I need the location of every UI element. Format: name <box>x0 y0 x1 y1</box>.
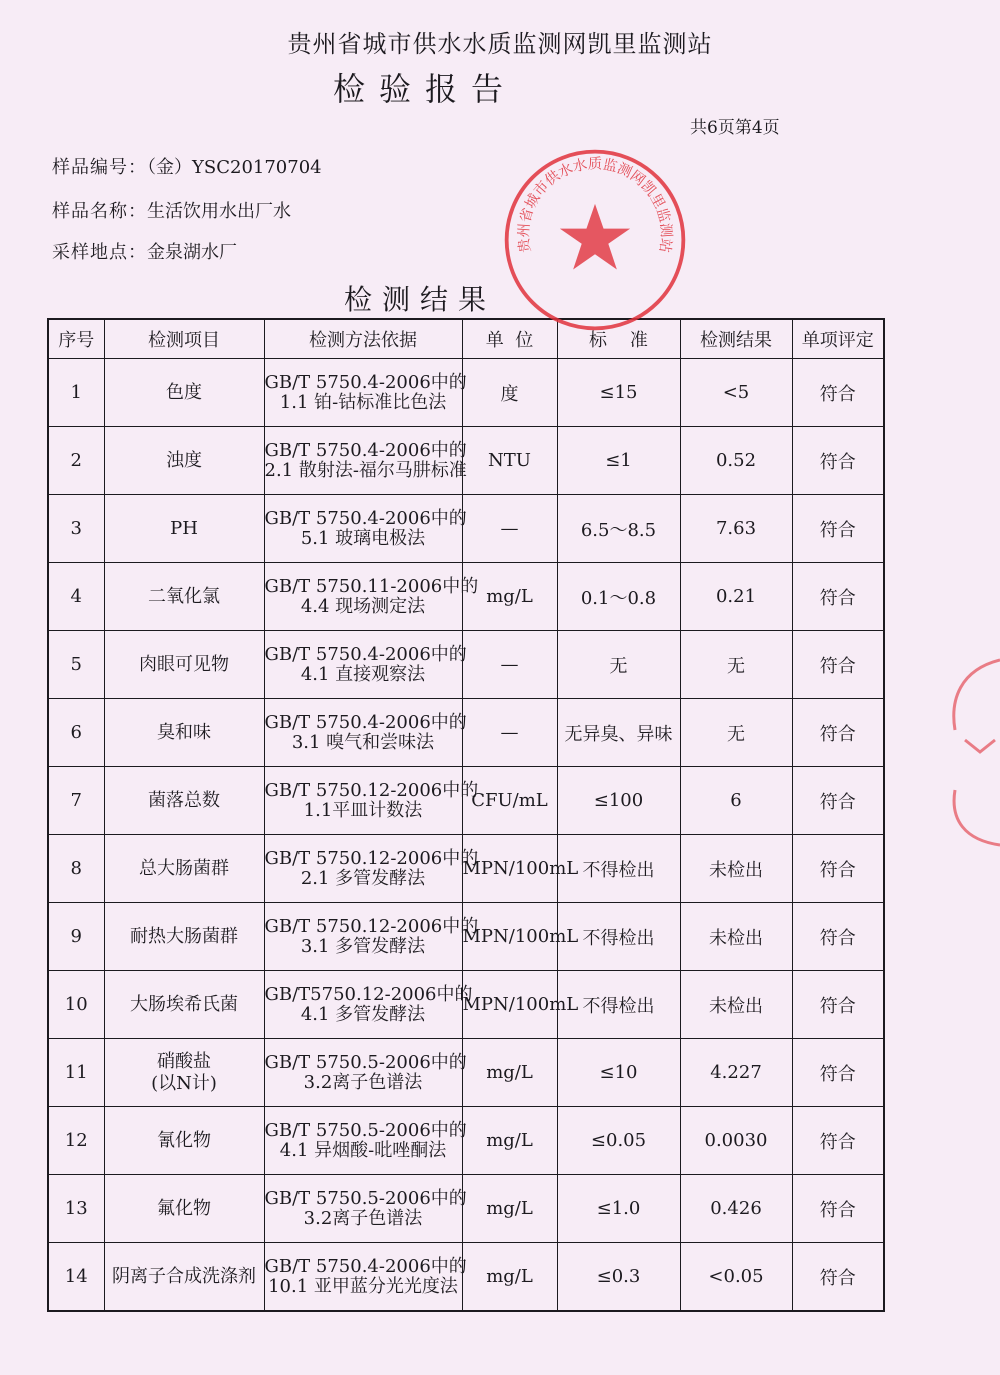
row-number: 12 <box>48 1107 104 1175</box>
row-eval: 符合 <box>792 359 884 427</box>
row-eval: 符合 <box>792 427 884 495</box>
row-method <box>264 767 479 835</box>
row-item <box>104 563 264 631</box>
row-method <box>264 835 479 903</box>
row-result: 7.63 <box>680 495 792 563</box>
row-unit: CFU/mL <box>462 767 557 835</box>
table-row <box>48 631 884 699</box>
row-result: 无 <box>680 699 792 767</box>
row-method <box>264 1175 467 1243</box>
table-row <box>48 835 884 903</box>
row-unit: NTU <box>462 427 557 495</box>
row-standard: ≤10 <box>557 1039 680 1107</box>
method-line: 2.1 散射法-福尔马肼标准 <box>264 459 467 481</box>
row-result: <5 <box>680 359 792 427</box>
row-standard: 不得检出 <box>557 835 680 903</box>
method-line: GB/T 5750.4-2006中的 <box>264 507 467 529</box>
header-standard: 标 准 <box>557 319 680 359</box>
sample-name-line <box>52 197 291 223</box>
row-standard: 无异臭、异味 <box>557 699 680 767</box>
row-item <box>104 631 264 699</box>
item-line: 浊度 <box>166 449 202 471</box>
table-row <box>48 767 884 835</box>
table-header-row <box>48 319 884 359</box>
row-number: 11 <box>48 1039 104 1107</box>
item-line: 氟化物 <box>157 1197 211 1219</box>
row-result: 0.426 <box>680 1175 792 1243</box>
row-result: 未检出 <box>680 971 792 1039</box>
item-line: 二氧化氯 <box>148 585 220 607</box>
method-line: 10.1 亚甲蓝分光光度法 <box>268 1275 458 1297</box>
row-result: 6 <box>680 767 792 835</box>
table-row <box>48 427 884 495</box>
row-number: 10 <box>48 971 104 1039</box>
organization-name: 贵州省城市供水水质监测网凯里监测站 <box>287 30 713 58</box>
method-line: 3.1 嗅气和尝味法 <box>291 731 435 753</box>
row-result: 0.21 <box>680 563 792 631</box>
header-no: 序号 <box>48 319 104 359</box>
row-method <box>264 971 473 1039</box>
sample-id-label: 样品编号： <box>52 157 147 178</box>
method-line: GB/T 5750.5-2006中的 <box>264 1119 467 1141</box>
row-method <box>264 699 467 767</box>
row-standard: 6.5～8.5 <box>557 495 680 563</box>
table-row <box>48 563 884 631</box>
row-standard: ≤1.0 <box>557 1175 680 1243</box>
row-number: 4 <box>48 563 104 631</box>
row-unit: mg/L <box>462 1243 557 1312</box>
results-table <box>47 318 885 1312</box>
row-number: 8 <box>48 835 104 903</box>
method-line: 4.4 现场测定法 <box>300 595 426 617</box>
method-line: GB/T 5750.4-2006中的 <box>264 439 467 461</box>
method-line: GB/T 5750.12-2006中的 <box>264 779 479 801</box>
method-line: 3.1 多管发酵法 <box>300 935 426 957</box>
row-standard: 0.1～0.8 <box>557 563 680 631</box>
row-eval: 符合 <box>792 495 884 563</box>
row-result: <0.05 <box>680 1243 792 1312</box>
row-standard: 不得检出 <box>557 903 680 971</box>
header-method: 检测方法依据 <box>264 319 462 359</box>
method-line: GB/T 5750.11-2006中的 <box>264 575 479 597</box>
results-body <box>48 359 884 1312</box>
sample-site-label: 采样地点： <box>52 242 147 263</box>
table-row <box>48 971 884 1039</box>
table-row <box>48 903 884 971</box>
row-eval: 符合 <box>792 1107 884 1175</box>
method-line: 3.2离子色谱法 <box>303 1071 423 1093</box>
seal-star-icon <box>560 204 630 270</box>
item-line: PH <box>170 517 198 539</box>
row-unit: MPN/100mL <box>462 971 557 1039</box>
row-eval: 符合 <box>792 1243 884 1312</box>
row-method <box>264 359 467 427</box>
row-result: 0.0030 <box>680 1107 792 1175</box>
row-method <box>264 1243 467 1312</box>
item-line: 总大肠菌群 <box>139 857 229 879</box>
table-row <box>48 359 884 427</box>
row-eval: 符合 <box>792 767 884 835</box>
row-unit: mg/L <box>462 1039 557 1107</box>
page-number: 共6页第4页 <box>690 118 780 138</box>
table-row <box>48 1107 884 1175</box>
row-item <box>104 495 264 563</box>
item-line: 肉眼可见物 <box>139 653 229 675</box>
item-line: 臭和味 <box>157 721 211 743</box>
item-line: 耐热大肠菌群 <box>130 925 238 947</box>
row-number: 7 <box>48 767 104 835</box>
row-item <box>104 1039 264 1107</box>
method-line: 4.1 直接观察法 <box>300 663 426 685</box>
row-standard: ≤0.05 <box>557 1107 680 1175</box>
row-eval: 符合 <box>792 1175 884 1243</box>
method-line: 4.1 异烟酸-吡唑酮法 <box>279 1139 447 1161</box>
row-result: 0.52 <box>680 427 792 495</box>
row-unit: mg/L <box>462 1175 557 1243</box>
table-row <box>48 1039 884 1107</box>
method-line: GB/T 5750.4-2006中的 <box>264 1255 467 1277</box>
method-line: 3.2离子色谱法 <box>303 1207 423 1229</box>
sample-site-line <box>52 238 237 264</box>
stamp-text: 贵州省城市供水水质监测网凯里监测站 <box>516 156 674 254</box>
row-item <box>104 1243 264 1312</box>
method-line: GB/T5750.12-2006中的 <box>264 983 473 1005</box>
row-item <box>104 1107 264 1175</box>
row-standard: ≤0.3 <box>557 1243 680 1312</box>
sample-id-line <box>52 153 322 179</box>
header-item: 检测项目 <box>104 319 264 359</box>
row-item <box>104 427 264 495</box>
row-number: 2 <box>48 427 104 495</box>
row-method <box>264 903 479 971</box>
method-line: GB/T 5750.4-2006中的 <box>264 371 467 393</box>
table-row <box>48 495 884 563</box>
row-number: 9 <box>48 903 104 971</box>
results-title: 检测结果 <box>343 283 496 316</box>
item-line: 大肠埃希氏菌 <box>130 993 238 1015</box>
row-number: 13 <box>48 1175 104 1243</box>
method-line: GB/T 5750.12-2006中的 <box>264 847 479 869</box>
row-method <box>264 427 467 495</box>
method-line: 1.1 铂-钴标准比色法 <box>279 391 447 413</box>
edge-seal-fragment <box>935 640 1000 860</box>
item-line: 阴离子合成洗涤剂 <box>112 1265 256 1287</box>
method-line: GB/T 5750.12-2006中的 <box>264 915 479 937</box>
method-line: GB/T 5750.4-2006中的 <box>264 711 467 733</box>
row-number: 3 <box>48 495 104 563</box>
row-item <box>104 835 264 903</box>
header-result: 检测结果 <box>680 319 792 359</box>
row-result: 4.227 <box>680 1039 792 1107</box>
row-unit: — <box>462 699 557 767</box>
row-number: 1 <box>48 359 104 427</box>
row-item <box>104 767 264 835</box>
row-eval: 符合 <box>792 835 884 903</box>
row-unit: — <box>462 631 557 699</box>
item-line: 色度 <box>166 381 202 403</box>
row-unit: 度 <box>462 359 557 427</box>
sample-site-value: 金泉湖水厂 <box>147 242 237 263</box>
row-number: 5 <box>48 631 104 699</box>
header-unit: 单 位 <box>462 319 557 359</box>
method-line: GB/T 5750.5-2006中的 <box>264 1187 467 1209</box>
method-line: GB/T 5750.5-2006中的 <box>264 1051 467 1073</box>
row-unit: — <box>462 495 557 563</box>
row-item <box>104 903 264 971</box>
row-item <box>104 359 264 427</box>
row-result: 无 <box>680 631 792 699</box>
row-method <box>264 1107 467 1175</box>
row-standard: ≤1 <box>557 427 680 495</box>
row-item <box>104 1175 264 1243</box>
row-result: 未检出 <box>680 903 792 971</box>
row-standard: ≤100 <box>557 767 680 835</box>
row-item <box>104 699 264 767</box>
table-row <box>48 1243 884 1312</box>
table-row <box>48 699 884 767</box>
sample-id-value: （金）YSC20170704 <box>147 157 322 178</box>
method-line: 2.1 多管发酵法 <box>300 867 426 889</box>
sample-name-label: 样品名称： <box>52 201 147 222</box>
row-unit: mg/L <box>462 1107 557 1175</box>
row-eval: 符合 <box>792 971 884 1039</box>
method-line: 1.1平皿计数法 <box>303 799 423 821</box>
row-item <box>104 971 264 1039</box>
sample-name-value: 生活饮用水出厂水 <box>147 201 291 222</box>
row-unit: MPN/100mL <box>462 903 557 971</box>
row-eval: 符合 <box>792 903 884 971</box>
row-eval: 符合 <box>792 1039 884 1107</box>
item-line: (以N计) <box>151 1072 217 1094</box>
row-method <box>264 1039 467 1107</box>
row-standard: 不得检出 <box>557 971 680 1039</box>
row-method <box>264 563 479 631</box>
row-method <box>264 495 467 563</box>
item-line: 菌落总数 <box>148 789 220 811</box>
row-eval: 符合 <box>792 563 884 631</box>
row-number: 14 <box>48 1243 104 1312</box>
row-method <box>264 631 467 699</box>
item-line: 氰化物 <box>157 1129 211 1151</box>
item-line: 硝酸盐 <box>157 1050 211 1072</box>
row-number: 6 <box>48 699 104 767</box>
row-standard: 无 <box>557 631 680 699</box>
row-unit: MPN/100mL <box>462 835 557 903</box>
report-title: 检验报告 <box>332 70 517 108</box>
method-line: 4.1 多管发酵法 <box>300 1003 426 1025</box>
row-eval: 符合 <box>792 699 884 767</box>
row-result: 未检出 <box>680 835 792 903</box>
method-line: GB/T 5750.4-2006中的 <box>264 643 467 665</box>
header-eval: 单项评定 <box>792 319 884 359</box>
row-unit: mg/L <box>462 563 557 631</box>
row-standard: ≤15 <box>557 359 680 427</box>
table-row <box>48 1175 884 1243</box>
svg-text:贵州省城市供水水质监测网凯里监测站 <box>514 155 675 253</box>
method-line: 5.1 玻璃电极法 <box>300 527 426 549</box>
row-eval: 符合 <box>792 631 884 699</box>
